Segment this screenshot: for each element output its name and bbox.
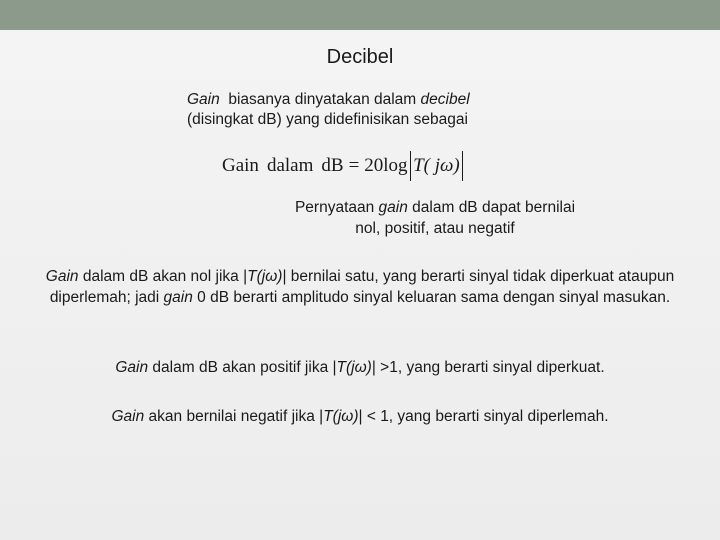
p2-text-2: | bernilai satu, yang berarti sinyal tidak diperkuat ataupun diperlemah; jadi — [49, 268, 675, 306]
intro-gain-word: Gain — [187, 91, 220, 108]
p4-function: T(jω) — [323, 408, 359, 425]
p1-gain-word: gain — [378, 199, 408, 216]
p3-function: T(jω) — [336, 359, 372, 376]
intro-text — [187, 90, 470, 130]
paragraph-negative-db — [40, 406, 680, 427]
formula-equals: = — [348, 155, 360, 176]
p4-text-2: | < 1, yang berarti sinyal diperlemah. — [358, 408, 609, 425]
p2-gain-word-2: gain — [163, 289, 193, 306]
formula-coefficient: 20 — [364, 155, 384, 176]
top-accent-bar — [0, 0, 720, 30]
formula-dalam: dalam — [266, 155, 314, 176]
p2-gain-word: Gain — [45, 268, 79, 285]
paragraph-positive-db — [40, 357, 680, 378]
p2-function: T(jω) — [247, 268, 283, 285]
p4-text-1: akan bernilai negatif jika | — [144, 408, 324, 425]
p1-text-1: Pernyataan — [294, 199, 379, 216]
gain-db-formula — [222, 148, 465, 184]
formula-gain: Gain — [222, 155, 259, 176]
p3-text-2: | >1, yang berarti sinyal diperkuat. — [371, 359, 605, 376]
intro-line-1 — [187, 90, 470, 110]
formula-db: dB — [321, 155, 344, 176]
slide-title: Decibel — [326, 46, 394, 68]
intro-line-1-text: biasanya dinyatakan dalam — [219, 91, 421, 108]
p2-text-1: dalam dB akan nol jika | — [78, 268, 248, 285]
paragraph-zero-db — [40, 266, 680, 308]
intro-line-2: (disingkat dB) yang didefinisikan sebagai — [187, 111, 468, 128]
paragraph-gain-sign — [290, 197, 580, 239]
p3-text-1: dalam dB akan positif jika | — [148, 359, 337, 376]
p1-text-2: dalam dB dapat bernilai nol, positif, atau negatif — [355, 199, 576, 237]
formula-function: T( jω) — [413, 155, 460, 176]
formula-abs-bar-left — [410, 151, 412, 181]
p3-gain-word: Gain — [115, 359, 149, 376]
p2-text-3: 0 dB berarti amplitudo sinyal keluaran sama dengan sinyal masukan. — [192, 289, 671, 306]
formula-log: log — [383, 155, 408, 176]
intro-decibel-word: decibel — [420, 91, 470, 108]
p4-gain-word: Gain — [111, 408, 145, 425]
formula-abs-bar-right — [462, 151, 464, 181]
